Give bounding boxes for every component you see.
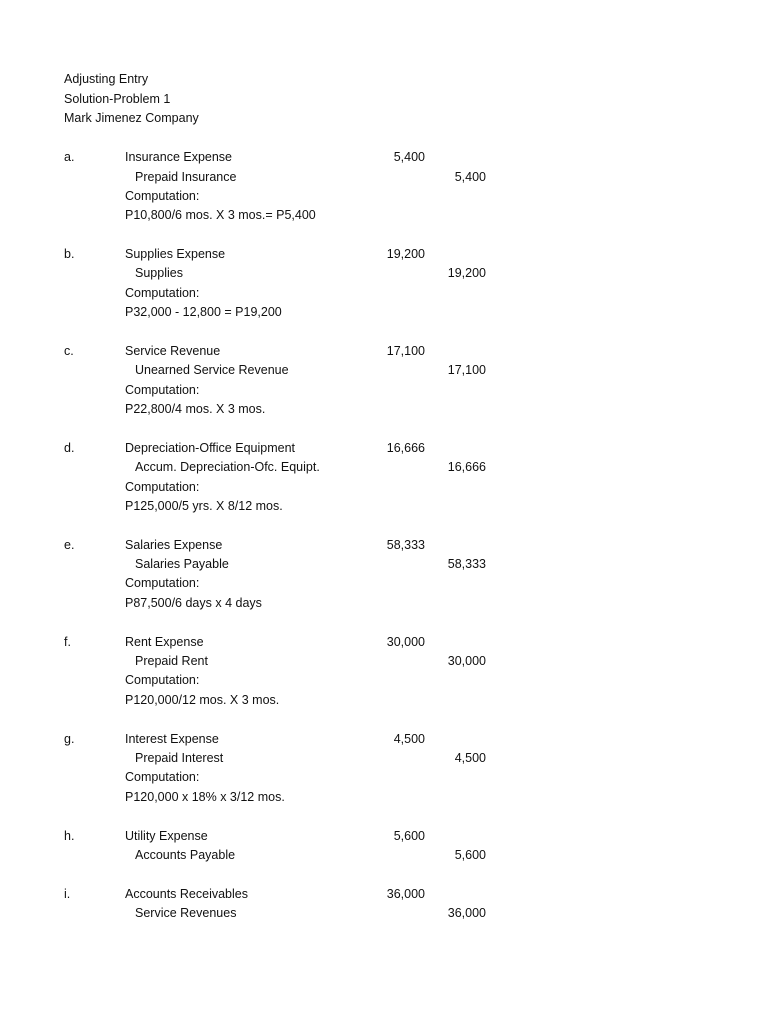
- debit-account: Accounts Receivables: [125, 887, 248, 901]
- entry-letter: d.: [64, 441, 75, 455]
- credit-amount: 17,100: [447, 363, 486, 377]
- credit-amount: 58,333: [447, 557, 486, 571]
- credit-account: Unearned Service Revenue: [135, 363, 289, 377]
- debit-amount: 30,000: [386, 635, 425, 649]
- debit-amount: 16,666: [386, 441, 425, 455]
- debit-amount: 5,600: [393, 829, 425, 843]
- entry-letter: e.: [64, 538, 75, 552]
- document-title: Adjusting Entry: [64, 72, 149, 86]
- credit-amount: 5,400: [454, 170, 486, 184]
- credit-account: Accum. Depreciation-Ofc. Equipt.: [135, 460, 320, 474]
- debit-amount: 36,000: [386, 887, 425, 901]
- credit-account: Prepaid Insurance: [135, 170, 237, 184]
- computation-formula: P120,000 x 18% x 3/12 mos.: [125, 790, 285, 804]
- computation-label: Computation:: [125, 189, 200, 203]
- entry-letter: g.: [64, 732, 75, 746]
- entry-letter: b.: [64, 247, 75, 261]
- computation-label: Computation:: [125, 286, 200, 300]
- computation-formula: P125,000/5 yrs. X 8/12 mos.: [125, 499, 283, 513]
- debit-account: Insurance Expense: [125, 150, 233, 164]
- computation-formula: P120,000/12 mos. X 3 mos.: [125, 693, 280, 707]
- computation-label: Computation:: [125, 673, 200, 687]
- computation-formula: P87,500/6 days x 4 days: [125, 596, 262, 610]
- credit-account: Prepaid Rent: [135, 654, 208, 668]
- credit-amount: 5,600: [454, 848, 486, 862]
- computation-label: Computation:: [125, 383, 200, 397]
- entry-letter: h.: [64, 829, 75, 843]
- entry-letter: c.: [64, 344, 74, 358]
- credit-amount: 30,000: [447, 654, 486, 668]
- debit-amount: 19,200: [386, 247, 425, 261]
- debit-account: Supplies Expense: [125, 247, 226, 261]
- credit-amount: 36,000: [447, 906, 486, 920]
- company-name: Mark Jimenez Company: [64, 111, 199, 125]
- debit-account: Utility Expense: [125, 829, 208, 843]
- computation-label: Computation:: [125, 480, 200, 494]
- debit-amount: 58,333: [386, 538, 425, 552]
- computation-formula: P32,000 - 12,800 = P19,200: [125, 305, 282, 319]
- credit-amount: 4,500: [454, 751, 486, 765]
- debit-amount: 17,100: [386, 344, 425, 358]
- debit-amount: 4,500: [393, 732, 425, 746]
- credit-account: Service Revenues: [135, 906, 237, 920]
- debit-account: Salaries Expense: [125, 538, 223, 552]
- document-subtitle: Solution-Problem 1: [64, 92, 171, 106]
- credit-account: Prepaid Interest: [135, 751, 224, 765]
- debit-account: Interest Expense: [125, 732, 219, 746]
- debit-amount: 5,400: [393, 150, 425, 164]
- debit-account: Depreciation-Office Equipment: [125, 441, 295, 455]
- debit-account: Service Revenue: [125, 344, 221, 358]
- credit-amount: 19,200: [447, 266, 486, 280]
- debit-account: Rent Expense: [125, 635, 204, 649]
- credit-account: Accounts Payable: [135, 848, 236, 862]
- credit-account: Supplies: [135, 266, 183, 280]
- credit-amount: 16,666: [447, 460, 486, 474]
- computation-label: Computation:: [125, 770, 200, 784]
- entry-letter: f.: [64, 635, 71, 649]
- computation-formula: P10,800/6 mos. X 3 mos.= P5,400: [125, 208, 316, 222]
- entry-letter: i.: [64, 887, 71, 901]
- entry-letter: a.: [64, 150, 75, 164]
- computation-formula: P22,800/4 mos. X 3 mos.: [125, 402, 266, 416]
- credit-account: Salaries Payable: [135, 557, 229, 571]
- computation-label: Computation:: [125, 576, 200, 590]
